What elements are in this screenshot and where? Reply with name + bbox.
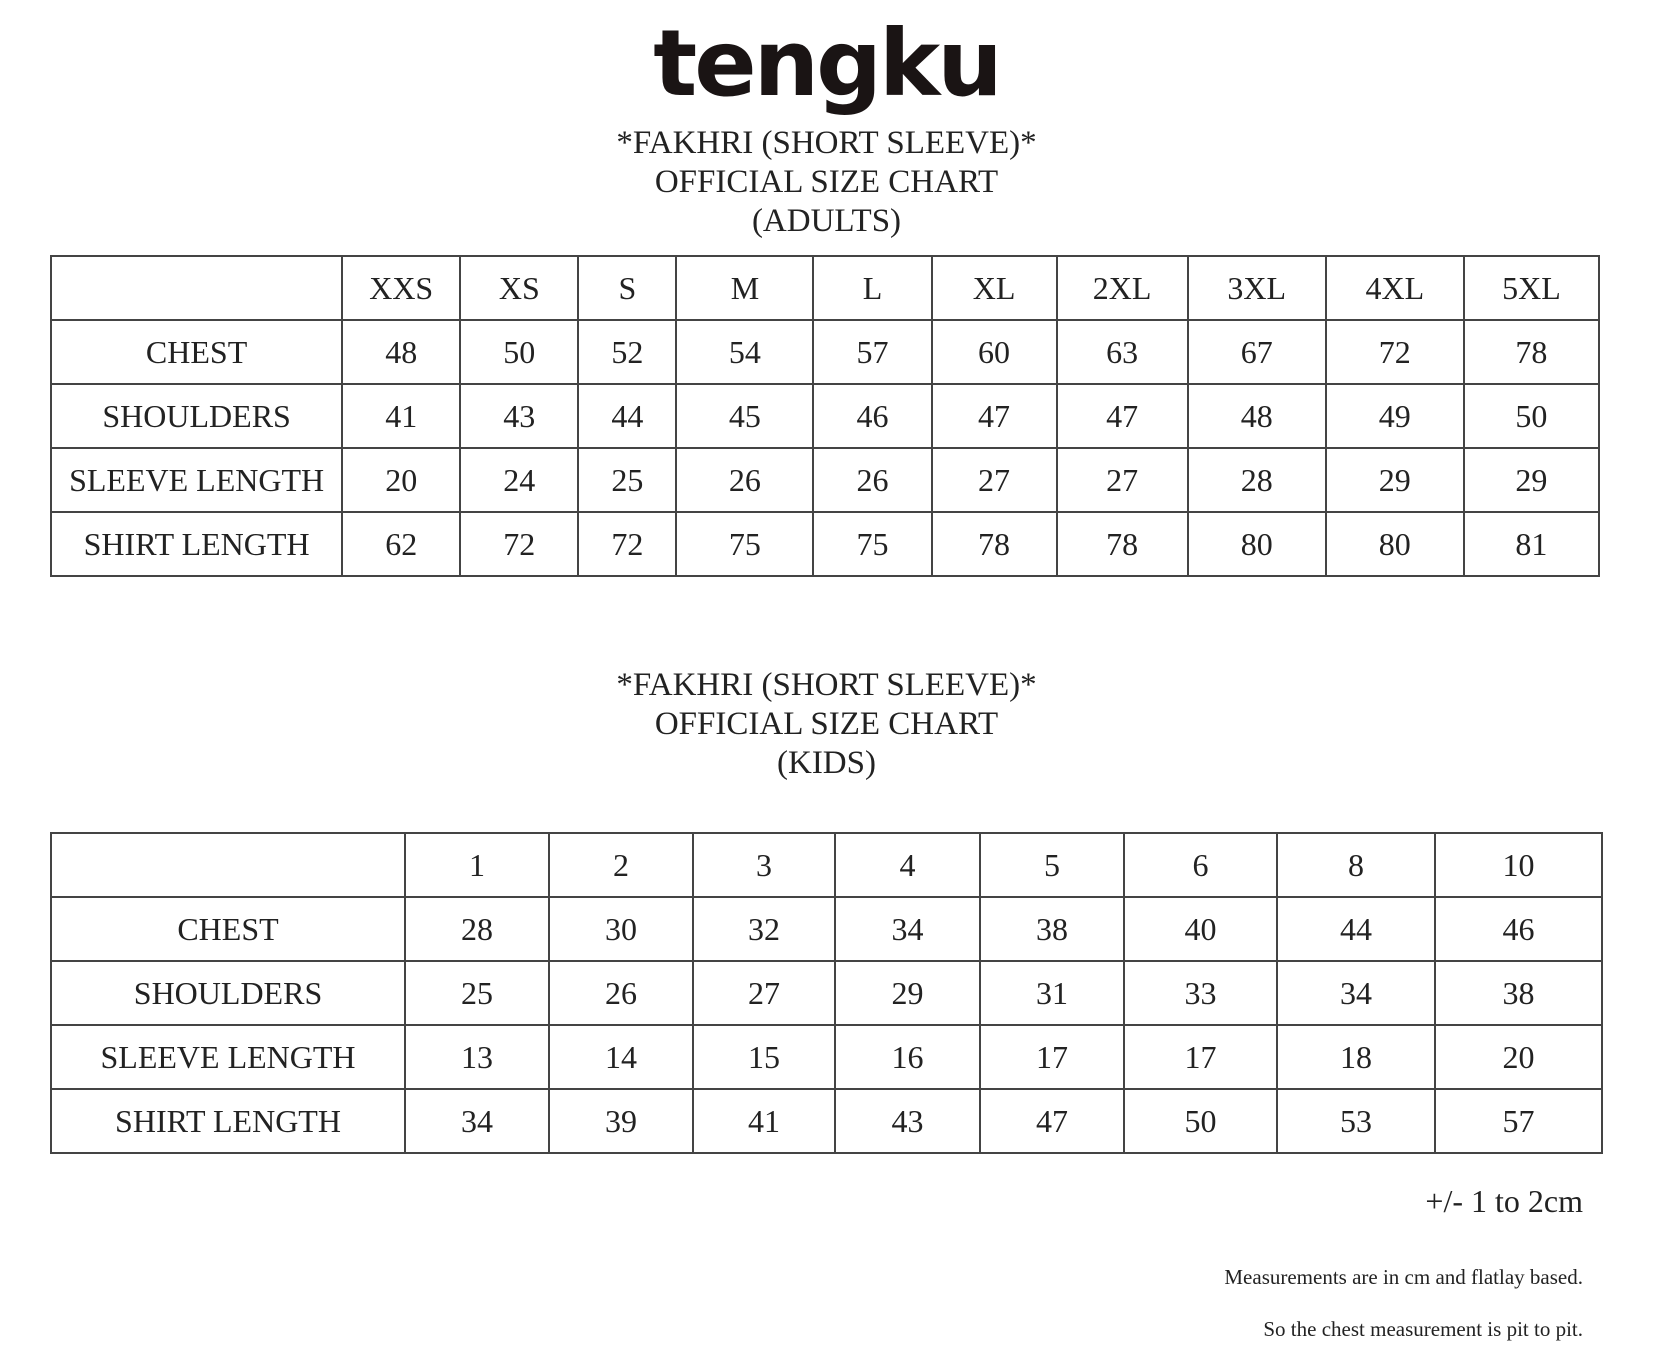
measurement-label: SHIRT LENGTH	[51, 1089, 405, 1153]
kids-size-header: 4	[835, 833, 980, 897]
tolerance-note: +/- 1 to 2cm	[1425, 1183, 1583, 1219]
measurement-value: 72	[1326, 320, 1464, 384]
measurement-value: 33	[1124, 961, 1277, 1025]
measurement-value: 16	[835, 1025, 980, 1089]
measurement-value: 28	[1188, 448, 1326, 512]
kids-heading	[0, 666, 1653, 783]
measurement-value: 13	[405, 1025, 549, 1089]
measurement-value: 46	[1435, 897, 1602, 961]
measurement-value: 31	[980, 961, 1124, 1025]
measurement-value: 45	[676, 384, 813, 448]
measurement-value: 52	[578, 320, 676, 384]
measurement-value: 15	[693, 1025, 835, 1089]
measurement-value: 47	[980, 1089, 1124, 1153]
table-row	[51, 320, 1599, 384]
measurement-value: 57	[1435, 1089, 1602, 1153]
measurement-value: 80	[1326, 512, 1464, 576]
table-row	[51, 961, 1602, 1025]
kids-size-header: 6	[1124, 833, 1277, 897]
kids-size-header: 3	[693, 833, 835, 897]
measurement-value: 41	[693, 1089, 835, 1153]
kids-size-header: 8	[1277, 833, 1435, 897]
measurement-value: 20	[1435, 1025, 1602, 1089]
measurement-value: 27	[932, 448, 1057, 512]
measurement-value: 48	[1188, 384, 1326, 448]
measurement-value: 78	[1057, 512, 1188, 576]
measurement-value: 40	[1124, 897, 1277, 961]
adults-heading-line-1: *FAKHRI (SHORT SLEEVE)*	[616, 125, 1037, 161]
measurement-value: 75	[813, 512, 931, 576]
measurement-label: SHOULDERS	[51, 384, 342, 448]
table-row	[51, 384, 1599, 448]
measurement-value: 17	[1124, 1025, 1277, 1089]
adults-size-header: XXS	[342, 256, 460, 320]
measurement-value: 25	[578, 448, 676, 512]
measurement-value: 27	[693, 961, 835, 1025]
measurement-value: 72	[578, 512, 676, 576]
measurement-value: 78	[932, 512, 1057, 576]
measurement-value: 29	[1464, 448, 1599, 512]
kids-heading-line-2: OFFICIAL SIZE CHART	[654, 706, 999, 742]
measurement-note: Measurements are in cm and flatlay based.	[1224, 1265, 1583, 1289]
measurement-value: 29	[1326, 448, 1464, 512]
table-row	[51, 448, 1599, 512]
measurement-value: 43	[460, 384, 578, 448]
pit-to-pit-note: So the chest measurement is pit to pit.	[1263, 1317, 1583, 1341]
measurement-value: 72	[460, 512, 578, 576]
measurement-label: SLEEVE LENGTH	[51, 448, 342, 512]
measurement-value: 54	[676, 320, 813, 384]
adults-size-header: 5XL	[1464, 256, 1599, 320]
measurement-value: 50	[460, 320, 578, 384]
measurement-label: CHEST	[51, 897, 405, 961]
measurement-value: 48	[342, 320, 460, 384]
measurement-value: 41	[342, 384, 460, 448]
measurement-value: 14	[549, 1025, 693, 1089]
measurement-value: 46	[813, 384, 931, 448]
measurement-value: 26	[676, 448, 813, 512]
kids-size-table	[50, 832, 1603, 1154]
measurement-value: 26	[549, 961, 693, 1025]
adults-size-header: 3XL	[1188, 256, 1326, 320]
measurement-value: 80	[1188, 512, 1326, 576]
measurement-value: 63	[1057, 320, 1188, 384]
adults-header-row	[51, 256, 1599, 320]
measurement-value: 44	[1277, 897, 1435, 961]
measurement-value: 53	[1277, 1089, 1435, 1153]
adults-size-header: L	[813, 256, 931, 320]
measurement-value: 57	[813, 320, 931, 384]
measurement-value: 28	[405, 897, 549, 961]
measurement-value: 32	[693, 897, 835, 961]
measurement-value: 34	[1277, 961, 1435, 1025]
measurement-value: 18	[1277, 1025, 1435, 1089]
adults-heading	[0, 124, 1653, 241]
measurement-value: 43	[835, 1089, 980, 1153]
kids-size-header: 5	[980, 833, 1124, 897]
measurement-value: 29	[835, 961, 980, 1025]
measurement-value: 34	[835, 897, 980, 961]
measurement-value: 34	[405, 1089, 549, 1153]
measurement-value: 49	[1326, 384, 1464, 448]
table-row	[51, 512, 1599, 576]
measurement-value: 60	[932, 320, 1057, 384]
adults-size-header: 2XL	[1057, 256, 1188, 320]
measurement-value: 67	[1188, 320, 1326, 384]
kids-corner-cell	[51, 833, 405, 897]
adults-heading-line-2: OFFICIAL SIZE CHART	[654, 164, 999, 200]
measurement-value: 47	[932, 384, 1057, 448]
kids-size-header: 10	[1435, 833, 1602, 897]
measurement-value: 62	[342, 512, 460, 576]
measurement-label: SHOULDERS	[51, 961, 405, 1025]
measurement-value: 75	[676, 512, 813, 576]
table-row	[51, 1089, 1602, 1153]
kids-size-header: 2	[549, 833, 693, 897]
measurement-value: 20	[342, 448, 460, 512]
measurement-value: 27	[1057, 448, 1188, 512]
measurement-value: 17	[980, 1025, 1124, 1089]
adults-size-header: XL	[932, 256, 1057, 320]
adults-size-table	[50, 255, 1600, 577]
adults-size-header: S	[578, 256, 676, 320]
measurement-label: SLEEVE LENGTH	[51, 1025, 405, 1089]
measurement-value: 38	[980, 897, 1124, 961]
measurement-value: 50	[1124, 1089, 1277, 1153]
adults-corner-cell	[51, 256, 342, 320]
measurement-label: SHIRT LENGTH	[51, 512, 342, 576]
brand-logo: tengku	[653, 10, 1000, 117]
table-row	[51, 897, 1602, 961]
measurement-value: 24	[460, 448, 578, 512]
kids-header-row	[51, 833, 1602, 897]
measurement-value: 26	[813, 448, 931, 512]
kids-heading-line-1: *FAKHRI (SHORT SLEEVE)*	[616, 667, 1037, 703]
adults-size-header: M	[676, 256, 813, 320]
measurement-value: 50	[1464, 384, 1599, 448]
adults-heading-line-3: (ADULTS)	[751, 203, 902, 239]
measurement-value: 81	[1464, 512, 1599, 576]
kids-size-header: 1	[405, 833, 549, 897]
measurement-label: CHEST	[51, 320, 342, 384]
measurement-value: 30	[549, 897, 693, 961]
adults-size-header: 4XL	[1326, 256, 1464, 320]
measurement-value: 44	[578, 384, 676, 448]
kids-heading-line-3: (KIDS)	[777, 745, 876, 781]
table-row	[51, 1025, 1602, 1089]
adults-size-header: XS	[460, 256, 578, 320]
measurement-value: 25	[405, 961, 549, 1025]
measurement-value: 38	[1435, 961, 1602, 1025]
measurement-value: 47	[1057, 384, 1188, 448]
measurement-value: 39	[549, 1089, 693, 1153]
measurement-value: 78	[1464, 320, 1599, 384]
